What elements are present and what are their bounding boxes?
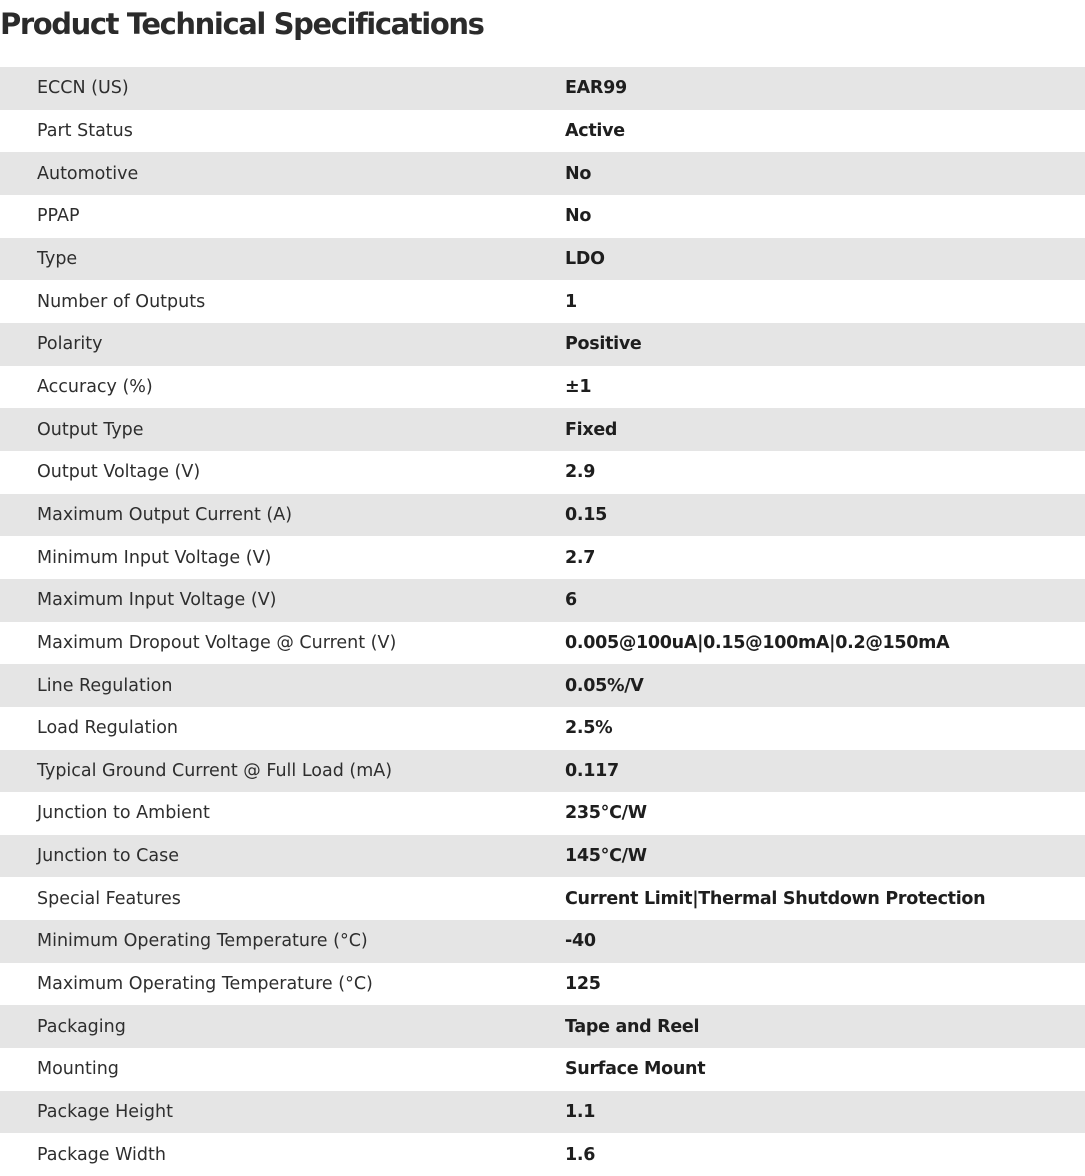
spec-label: Minimum Operating Temperature (°C) [37, 931, 368, 952]
spec-row [0, 1048, 1085, 1091]
spec-label: Packaging [37, 1016, 126, 1037]
spec-value: -40 [565, 931, 596, 952]
spec-row [0, 920, 1085, 963]
spec-row [0, 1133, 1085, 1176]
spec-value: 125 [565, 974, 601, 995]
spec-row [0, 366, 1085, 409]
spec-row [0, 1005, 1085, 1048]
page-title: Product Technical Specifications [0, 7, 484, 41]
spec-label: Package Height [37, 1102, 173, 1123]
spec-row [0, 707, 1085, 750]
spec-label: ECCN (US) [37, 78, 129, 99]
spec-value: 2.7 [565, 547, 596, 568]
spec-value: Current Limit|Thermal Shutdown Protection [565, 888, 986, 909]
spec-label: Maximum Input Voltage (V) [37, 590, 277, 611]
spec-value: 2.5% [565, 718, 613, 739]
spec-row [0, 622, 1085, 665]
spec-row [0, 110, 1085, 153]
spec-row [0, 835, 1085, 878]
spec-value: Surface Mount [565, 1059, 706, 1080]
spec-table [0, 67, 1085, 1176]
spec-row [0, 280, 1085, 323]
spec-row [0, 238, 1085, 281]
spec-row [0, 494, 1085, 537]
spec-row [0, 664, 1085, 707]
spec-label: Part Status [37, 120, 133, 141]
spec-row [0, 195, 1085, 238]
spec-label: Junction to Ambient [37, 803, 210, 824]
spec-row [0, 877, 1085, 920]
spec-row [0, 1091, 1085, 1134]
spec-label: Junction to Case [37, 846, 180, 867]
spec-value: Fixed [565, 419, 618, 440]
spec-value: Tape and Reel [565, 1016, 700, 1037]
spec-row [0, 579, 1085, 622]
spec-row [0, 408, 1085, 451]
spec-value: No [565, 163, 592, 184]
spec-label: Maximum Operating Temperature (°C) [37, 974, 373, 995]
spec-label: Type [37, 248, 78, 269]
spec-value: 0.15 [565, 504, 607, 525]
spec-label: Typical Ground Current @ Full Load (mA) [37, 760, 393, 781]
spec-label: Output Voltage (V) [37, 462, 201, 483]
spec-row [0, 792, 1085, 835]
spec-value: 0.117 [565, 760, 619, 781]
spec-label: Automotive [37, 163, 139, 184]
spec-row [0, 963, 1085, 1006]
spec-value: 1 [565, 291, 577, 312]
spec-label: Minimum Input Voltage (V) [37, 547, 272, 568]
spec-value: Positive [565, 334, 642, 355]
spec-label: Maximum Output Current (A) [37, 504, 293, 525]
spec-value: 0.005@100uA|0.15@100mA|0.2@150mA [565, 632, 950, 653]
spec-row [0, 152, 1085, 195]
spec-label: Package Width [37, 1144, 166, 1165]
spec-value: No [565, 206, 592, 227]
spec-row [0, 536, 1085, 579]
spec-value: 2.9 [565, 462, 596, 483]
spec-value: 1.6 [565, 1144, 596, 1165]
spec-row [0, 750, 1085, 793]
spec-label: Output Type [37, 419, 144, 440]
spec-label: PPAP [37, 206, 80, 227]
spec-value: 6 [565, 590, 577, 611]
spec-row [0, 67, 1085, 110]
spec-label: Maximum Dropout Voltage @ Current (V) [37, 632, 397, 653]
spec-value: EAR99 [565, 78, 627, 99]
spec-label: Line Regulation [37, 675, 173, 696]
spec-value: 235°C/W [565, 803, 647, 824]
spec-value: LDO [565, 248, 605, 269]
spec-row [0, 323, 1085, 366]
spec-label: Special Features [37, 888, 181, 909]
spec-label: Load Regulation [37, 718, 178, 739]
spec-label: Accuracy (%) [37, 376, 153, 397]
spec-row [0, 451, 1085, 494]
spec-value: 145°C/W [565, 846, 647, 867]
spec-label: Number of Outputs [37, 291, 206, 312]
spec-value: Active [565, 120, 625, 141]
spec-value: ±1 [565, 376, 592, 397]
spec-label: Polarity [37, 334, 103, 355]
spec-label: Mounting [37, 1059, 119, 1080]
spec-value: 0.05%/V [565, 675, 644, 696]
spec-value: 1.1 [565, 1102, 596, 1123]
